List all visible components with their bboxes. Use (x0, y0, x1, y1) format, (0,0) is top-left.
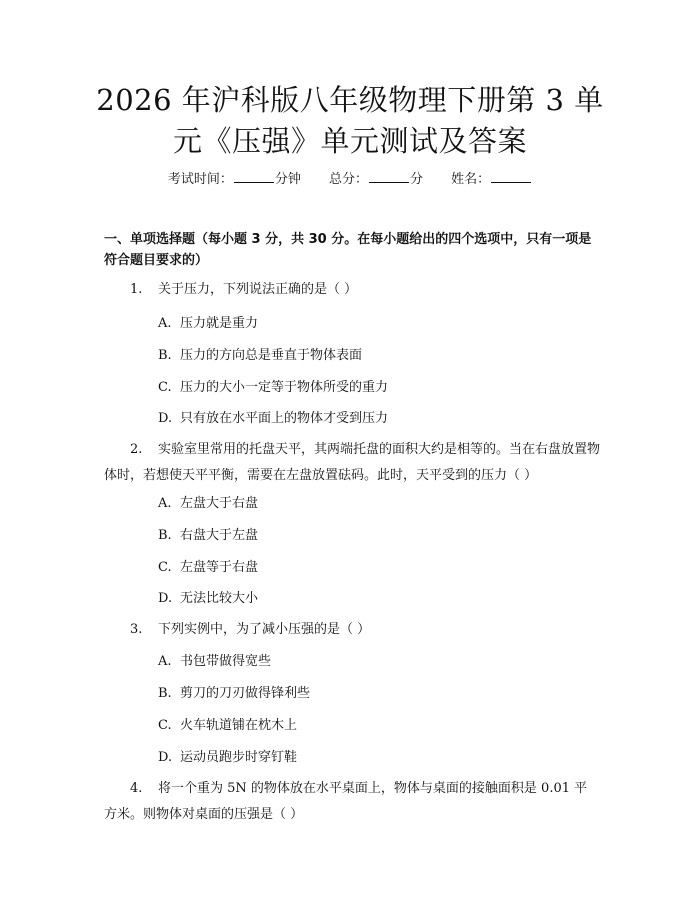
option-label: D. (158, 411, 173, 426)
question-number: 2. (130, 442, 143, 457)
option-text: 火车轨道铺在枕木上 (180, 718, 298, 733)
exam-time-label: 考试时间： (167, 172, 233, 187)
student-name-field (451, 168, 532, 187)
option-text: 压力的方向总是垂直于物体表面 (180, 348, 363, 363)
option-text: 无法比较大小 (180, 591, 259, 606)
option-label: B. (158, 528, 172, 543)
q3-option-b (158, 686, 310, 702)
option-label: B. (158, 686, 172, 701)
student-name-label: 姓名： (451, 172, 491, 187)
option-label: A. (158, 316, 172, 331)
q1-option-c (158, 380, 388, 396)
option-text: 运动员跑步时穿钉鞋 (180, 750, 298, 765)
question-text: 下列实例中，为了减小压强的是（ ） (158, 622, 371, 637)
option-text: 左盘等于右盘 (180, 560, 259, 575)
question-text: 实验室里常用的托盘天平，其两端托盘的面积大约是相等的。当在右盘放置物体时，若想使天平平衡，需要在左盘放置砝码。此时，天平受到的压力（ ） (104, 442, 601, 483)
exam-time-field (168, 168, 301, 187)
total-score-label: 总分： (328, 172, 368, 187)
question-number: 1. (130, 282, 143, 297)
option-text: 剪刀的刀刃做得锋利些 (180, 686, 311, 701)
q2-option-b (158, 528, 258, 544)
option-text: 压力的大小一定等于物体所受的重力 (180, 380, 389, 395)
option-text: 左盘大于右盘 (180, 496, 259, 511)
question-number: 3. (130, 622, 143, 637)
option-label: C. (158, 380, 172, 395)
question-4 (104, 776, 600, 828)
option-label: B. (158, 348, 172, 363)
q1-option-d (158, 411, 388, 427)
q1-option-a (158, 316, 258, 332)
q2-option-d (158, 591, 258, 607)
option-text: 右盘大于左盘 (180, 528, 259, 543)
total-score-blank (369, 170, 409, 183)
student-name-blank (491, 170, 531, 183)
exam-time-unit: 分钟 (274, 172, 301, 187)
question-text: 关于压力，下列说法正确的是（ ） (158, 282, 358, 297)
option-label: D. (158, 750, 173, 765)
option-label: C. (158, 718, 172, 733)
q1-option-b (158, 348, 362, 364)
option-text: 只有放在水平面上的物体才受到压力 (180, 411, 389, 426)
q3-option-d (158, 750, 297, 766)
q3-option-c (158, 718, 297, 734)
total-score-unit: 分 (410, 172, 424, 187)
option-label: C. (158, 560, 172, 575)
question-1 (104, 277, 600, 303)
total-score-field (329, 168, 423, 187)
document-title: 2026 年沪科版八年级物理下册第 3 单元《压强》单元测试及答案 (96, 83, 604, 158)
exam-time-blank (234, 170, 274, 183)
option-label: A. (158, 496, 172, 511)
option-label: A. (158, 654, 172, 669)
section-heading: 一、单项选择题（每小题 3 分，共 30 分。在每小题给出的四个选项中，只有一项是符合题目要求的） (104, 232, 592, 268)
q3-option-a (158, 654, 271, 670)
option-text: 书包带做得宽些 (180, 654, 272, 669)
question-text: 将一个重为 5N 的物体放在水平桌面上，物体与桌面的接触面积是 0.01 平方米。则物体对桌面的压强是（ ） (104, 781, 588, 822)
question-number: 4. (130, 781, 143, 796)
q2-option-c (158, 560, 258, 576)
option-label: D. (158, 591, 173, 606)
question-2 (104, 437, 600, 489)
exam-info-line (0, 168, 700, 187)
question-3 (104, 617, 600, 643)
option-text: 压力就是重力 (180, 316, 259, 331)
q2-option-a (158, 496, 258, 512)
